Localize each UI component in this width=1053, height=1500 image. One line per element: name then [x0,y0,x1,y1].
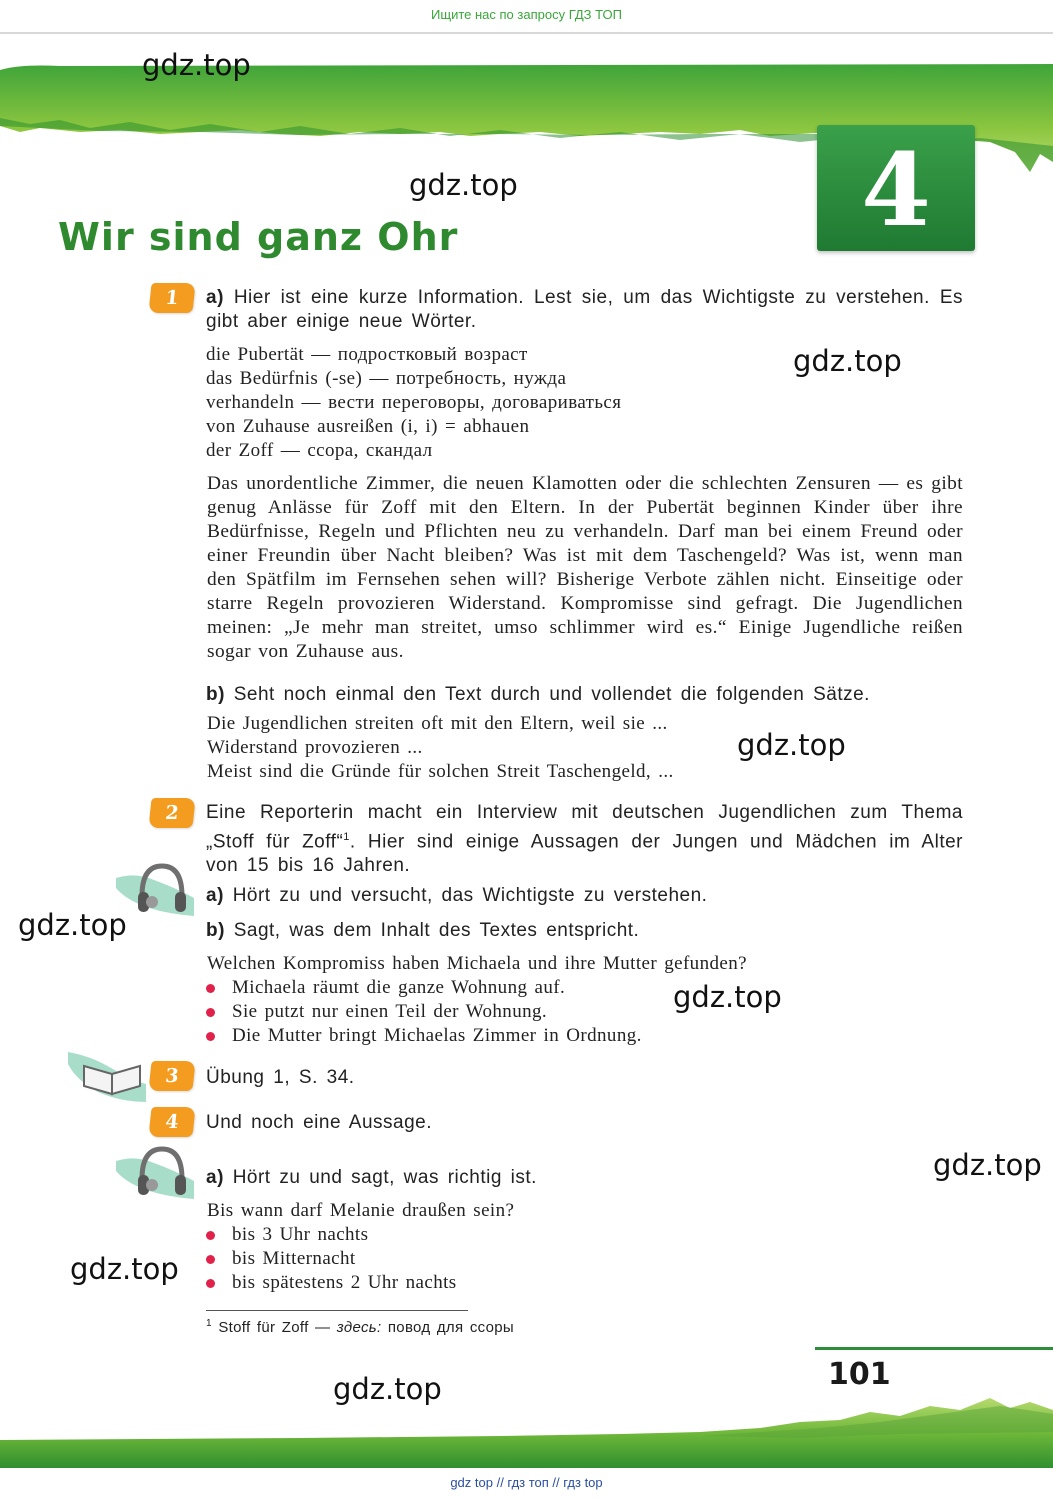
footnote-marker: 1 [343,831,350,843]
task2-a-label: a) [206,885,224,906]
task-number-badge: 3 [148,1061,195,1091]
vocab-item: die Pubertät — подростковый возраст [206,344,528,365]
sentence-item: Die Jugendlichen streiten oft mit den Eltern, weil sie ... [207,713,668,734]
task1-b-text: Seht noch einmal den Text durch und vollendet die folgenden Sätze. [233,684,870,705]
option-item: bis spätestens 2 Uhr nachts [206,1271,706,1295]
task2-a-text: Hört zu und versucht, das Wichtigste zu verstehen. [232,885,708,906]
page-number-rule [815,1347,1053,1350]
vocab-item: verhandeln — вести переговоры, договариваться [206,392,622,413]
sentence-item: Meist sind die Gründe für solchen Streit Taschengeld, ... [207,761,674,782]
top-banner: Ищите нас по запросу ГДЗ ТОП [431,7,622,22]
task2-a-instruction [206,884,963,908]
task4-options [206,1223,706,1295]
vocabulary-list [206,343,726,463]
reading-text: Das unordentliche Zimmer, die neuen Klamotten oder die schlechten Zensuren — es gibt genug Anlässe für Zoff mit den Eltern. In der Pubertät beginnen Kinder über ihre Bedürfnisse, Regeln und Pflichten neu zu verhandeln. Darf man bei einem Freund oder einer Freundin über Nacht bleiben? Was ist mit dem Taschengeld? Was ist, wenn man den Spätfilm im Fernsehen sehen will? Bisherige Verbote zählen nicht. Einseitige oder starre Regeln provozieren Widerstand. Kompromisse sind gefragt. Die Jugendlichen meinen: „Je mehr man streitet, umso schlimmer wird es.“ Einige Jugendliche reißen sogar von Zuhause aus. [207,473,963,662]
headphones-icon [114,858,196,918]
task2-b-label: b) [206,920,225,941]
task-number-badge: 2 [148,798,195,828]
watermark: gdz.top [18,908,127,942]
task-number-badge: 1 [148,283,195,313]
vocab-item: der Zoff — ссора, скандал [206,440,433,461]
task2-instruction [206,801,963,878]
task3-text: Übung 1, S. 34. [206,1067,355,1088]
footnote-term: Stoff für Zoff — [218,1319,337,1336]
chapter-number-box: 4 [817,125,975,251]
headphones-icon [114,1141,196,1201]
sentence-list [207,712,747,784]
sentence-item: Widerstand provozieren ... [207,737,423,758]
footnote-number: 1 [206,1318,212,1329]
top-divider [0,32,1053,34]
footnote-hint: здесь: [336,1319,382,1336]
watermark: gdz.top [70,1252,179,1286]
task2-text-after: . Hier sind einige Aussagen der Jungen und Mädchen im Alter von 15 bis 16 Jahren. [206,831,963,877]
watermark: gdz.top [409,168,518,202]
option-item: bis 3 Uhr nachts [206,1223,706,1247]
watermark: gdz.top [933,1148,1042,1182]
option-item: Die Mutter bringt Michaelas Zimmer in Ordnung. [206,1024,806,1048]
watermark: gdz.top [793,344,902,378]
task1-a-text: Hier ist eine kurze Information. Lest sie, um das Wichtigste zu verstehen. Es gibt aber einige neue Wörter. [206,287,963,332]
task4-question: Bis wann darf Melanie draußen sein? [207,1200,515,1221]
task4-a-text: Hört zu und sagt, was richtig ist. [232,1167,537,1188]
task4-a-label: a) [206,1167,224,1188]
watermark: gdz.top [673,980,782,1014]
task4-a-instruction [206,1166,963,1190]
task2-question: Welchen Kompromiss haben Michaela und ihre Mutter gefunden? [207,953,747,974]
footnote [206,1318,514,1336]
footnote-divider [206,1310,468,1311]
vocab-item: von Zuhause ausreißen (i, i) = abhauen [206,416,530,437]
watermark: gdz.top [737,728,846,762]
watermark: gdz.top [142,48,251,82]
bottom-banner: gdz top // гдз топ // гдз top [450,1475,603,1490]
task1-b-label: b) [206,684,225,705]
task-number-badge: 4 [148,1107,195,1137]
option-item: bis Mitternacht [206,1247,706,1271]
task2-text-before: Eine Reporterin macht ein Interview mit deutschen Jugendlichen zum Thema „Stoff für Zoff“ [206,802,963,853]
task2-options [206,976,806,1048]
book-icon [66,1044,148,1104]
task1-instruction [206,286,963,334]
task2-b-instruction [206,919,963,943]
task1-b-instruction [206,683,963,707]
task1-a-label: a) [206,287,224,308]
option-item: Sie putzt nur einen Teil der Wohnung. [206,1000,806,1024]
page-number: 101 [828,1357,891,1392]
chapter-title: Wir sind ganz Ohr [58,215,459,259]
task4-text: Und noch eine Aussage. [206,1112,432,1133]
vocab-item: das Bedürfnis (-se) — потребность, нужда [206,368,567,389]
footer-grass-band [0,1392,1053,1468]
option-item: Michaela räumt die ganze Wohnung auf. [206,976,806,1000]
watermark: gdz.top [333,1372,442,1406]
task2-b-text: Sagt, was dem Inhalt des Textes entspricht. [233,920,640,941]
footnote-meaning: повод для ссоры [381,1319,515,1336]
